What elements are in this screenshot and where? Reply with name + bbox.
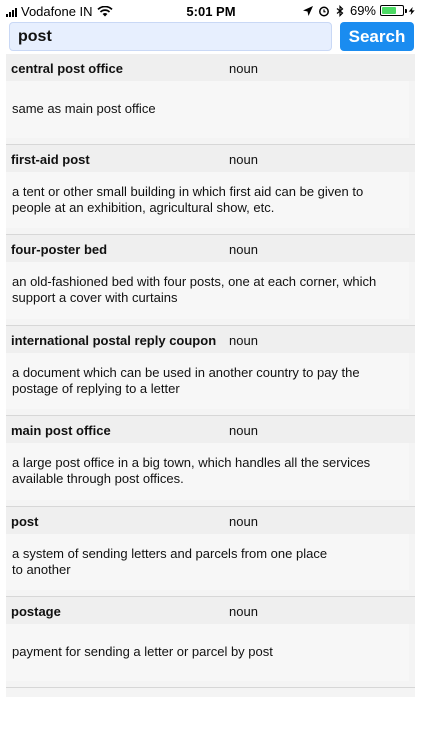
list-item[interactable] <box>6 235 415 326</box>
search-bar <box>9 22 414 51</box>
entry-header <box>6 507 415 534</box>
list-item[interactable] <box>6 507 415 598</box>
list-item[interactable] <box>6 145 415 236</box>
entry-header <box>6 145 415 172</box>
list-item[interactable] <box>6 54 415 145</box>
entry-word: post <box>11 513 39 529</box>
entry-definition: same as main post office <box>6 81 409 138</box>
entry-part-of-speech: noun <box>229 332 258 348</box>
entry-definition: a document which can be used in another country to pay the postage of replying to a letter <box>6 353 409 410</box>
battery-level-fill <box>382 7 396 14</box>
entry-word: central post office <box>11 61 123 76</box>
entry-part-of-speech: noun <box>229 604 258 619</box>
charging-bolt-icon <box>408 5 416 17</box>
list-item[interactable] <box>6 416 415 507</box>
alarm-icon <box>318 5 330 17</box>
entry-definition: an old-fashioned bed with four posts, one at each corner, which support a cover with curtains <box>6 262 409 319</box>
battery-percent: 69% <box>349 3 376 18</box>
entry-part-of-speech: noun <box>229 242 258 257</box>
entry-definition: a system of sending letters and parcels from one place to another <box>6 534 409 591</box>
entry-part-of-speech: noun <box>229 423 258 438</box>
entry-part-of-speech: noun <box>229 61 258 76</box>
bluetooth-icon <box>334 5 346 17</box>
entry-header <box>6 326 415 353</box>
status-time: 5:01 PM <box>186 4 236 19</box>
location-arrow-icon <box>302 5 314 17</box>
results-list[interactable] <box>6 54 415 697</box>
entry-word: first-aid post <box>11 151 90 167</box>
entry-header <box>6 416 415 443</box>
entry-word: international postal reply coupon <box>11 332 217 348</box>
entry-word: four-poster bed <box>11 242 108 257</box>
search-input[interactable] <box>9 22 332 51</box>
entry-part-of-speech: noun <box>229 151 258 167</box>
status-bar <box>0 0 422 22</box>
entry-word: main post office <box>11 423 111 438</box>
battery-icon <box>380 5 404 16</box>
list-item[interactable] <box>6 597 415 688</box>
entry-definition: a large post office in a big town, which handles all the services available through post offices. <box>6 443 409 500</box>
entry-definition: a tent or other small building in which first aid can be given to people at an exhibition, agricultural show, etc. <box>6 172 409 229</box>
list-item[interactable] <box>6 326 415 417</box>
entry-header <box>6 235 415 262</box>
entry-part-of-speech: noun <box>229 513 258 529</box>
search-button[interactable]: Search <box>340 22 414 51</box>
entry-header <box>6 54 415 81</box>
status-right <box>302 3 416 18</box>
entry-definition: payment for sending a letter or parcel by post <box>6 624 409 681</box>
entry-header <box>6 597 415 624</box>
carrier-name: Vodafone IN <box>21 4 93 19</box>
entry-word: postage <box>11 604 61 619</box>
